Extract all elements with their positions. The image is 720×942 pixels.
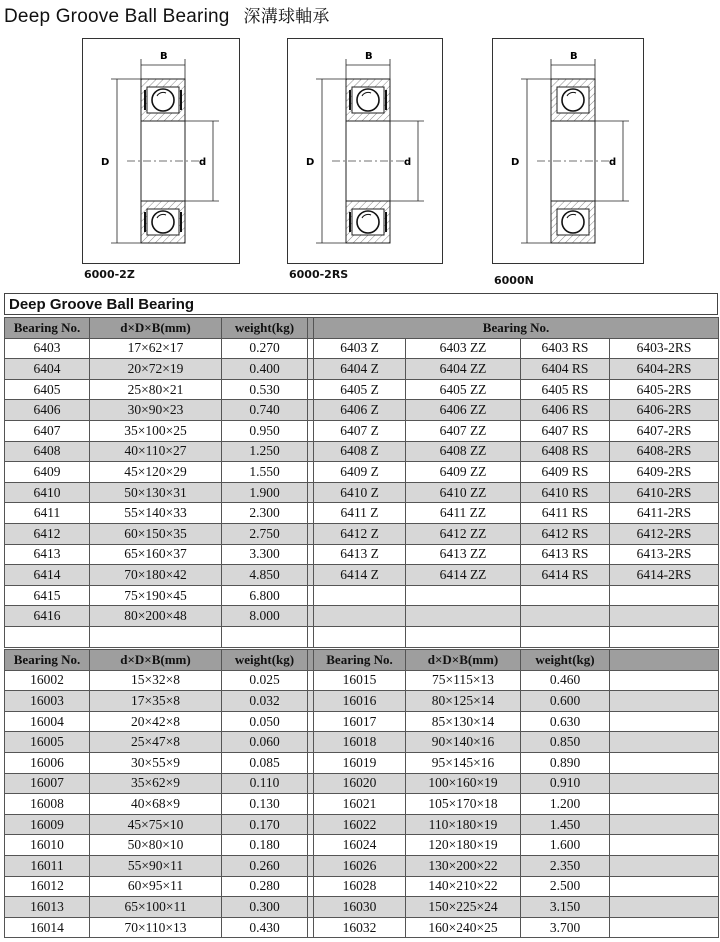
- table-cell: 6411-2RS: [610, 503, 719, 524]
- table-cell: 0.460: [521, 670, 610, 691]
- table-cell: 6404 RS: [521, 359, 610, 380]
- table-cell: 0.630: [521, 711, 610, 732]
- table-cell: 6410-2RS: [610, 482, 719, 503]
- table-cell: 30×90×23: [90, 400, 222, 421]
- table-cell: 6405 Z: [314, 379, 406, 400]
- table-cell: 6403-2RS: [610, 338, 719, 359]
- table-cell: 45×120×29: [90, 462, 222, 483]
- table-cell: 105×170×18: [406, 794, 521, 815]
- table-cell: 16013: [5, 897, 90, 918]
- table-row: [5, 544, 719, 565]
- table-cell: 16019: [314, 752, 406, 773]
- table-empty-cell: [610, 691, 719, 712]
- header-empty: [610, 650, 719, 671]
- header-weight: weight(kg): [521, 650, 610, 671]
- table-row: [5, 855, 719, 876]
- table-cell: 6407 Z: [314, 420, 406, 441]
- table-row: [5, 814, 719, 835]
- bearing-drawing-n: [493, 39, 643, 263]
- table-cell: 70×180×42: [90, 565, 222, 586]
- table-cell: 6405 ZZ: [406, 379, 521, 400]
- table-cell: 16005: [5, 732, 90, 753]
- table-cell: 6408: [5, 441, 90, 462]
- table-cell: 0.025: [222, 670, 308, 691]
- table-cell: 70×110×13: [90, 917, 222, 938]
- table-row: [5, 835, 719, 856]
- table-cell: 6414 ZZ: [406, 565, 521, 586]
- table-cell: 0.032: [222, 691, 308, 712]
- table-cell: 16028: [314, 876, 406, 897]
- table-row: [5, 670, 719, 691]
- table-cell: 16002: [5, 670, 90, 691]
- table-header-row: [5, 650, 719, 671]
- table-cell: 6408-2RS: [610, 441, 719, 462]
- table-cell: 85×130×14: [406, 711, 521, 732]
- table-cell: 16003: [5, 691, 90, 712]
- table-cell: 40×68×9: [90, 794, 222, 815]
- table-cell: 16004: [5, 711, 90, 732]
- table-row: [5, 732, 719, 753]
- table-empty-cell: [610, 732, 719, 753]
- table-cell: 6406 Z: [314, 400, 406, 421]
- table-cell: 8.000: [222, 606, 308, 627]
- table-cell: 75×190×45: [90, 585, 222, 606]
- table-header-row: [5, 318, 719, 339]
- table-row: [5, 359, 719, 380]
- table-cell: [406, 606, 521, 627]
- table-row: [5, 585, 719, 606]
- table-cell: 0.300: [222, 897, 308, 918]
- table-cell: 60×95×11: [90, 876, 222, 897]
- table-cell: 0.530: [222, 379, 308, 400]
- table-cell: 35×62×9: [90, 773, 222, 794]
- table-cell: 0.740: [222, 400, 308, 421]
- header-bearing-no: Bearing No.: [5, 318, 90, 339]
- dim-label-B: B: [570, 51, 578, 62]
- table-cell: 0.400: [222, 359, 308, 380]
- table-cell: [314, 585, 406, 606]
- table-cell: 6411 ZZ: [406, 503, 521, 524]
- table-cell: 0.110: [222, 773, 308, 794]
- table-cell: 1.900: [222, 482, 308, 503]
- table-cell: 6410 Z: [314, 482, 406, 503]
- table-cell: 17×35×8: [90, 691, 222, 712]
- table-cell: 6405 RS: [521, 379, 610, 400]
- title-en: Deep Groove Ball Bearing: [4, 6, 230, 27]
- table-row: [5, 503, 719, 524]
- bearing-table-64: [4, 317, 719, 648]
- table-cell: 6409 ZZ: [406, 462, 521, 483]
- table-cell: 6403: [5, 338, 90, 359]
- table-cell: 6412-2RS: [610, 523, 719, 544]
- table-cell: [521, 606, 610, 627]
- table-cell: [5, 626, 90, 647]
- table-cell: 3.700: [521, 917, 610, 938]
- table-empty-cell: [610, 917, 719, 938]
- table-cell: 25×47×8: [90, 732, 222, 753]
- table-cell: 16020: [314, 773, 406, 794]
- page-title: [4, 2, 330, 28]
- diagram-label-2rs: 6000-2RS: [289, 268, 349, 281]
- table-cell: 16012: [5, 876, 90, 897]
- table-cell: 20×72×19: [90, 359, 222, 380]
- table-cell: [610, 585, 719, 606]
- table-cell: 50×130×31: [90, 482, 222, 503]
- table-cell: 16017: [314, 711, 406, 732]
- table-cell: 16030: [314, 897, 406, 918]
- table-cell: 16018: [314, 732, 406, 753]
- bearing-diagram-2z: [82, 38, 240, 264]
- table-row: [5, 626, 719, 647]
- dim-label-d: d: [609, 157, 617, 168]
- table-cell: 35×100×25: [90, 420, 222, 441]
- table-cell: 1.250: [222, 441, 308, 462]
- table-cell: [406, 585, 521, 606]
- table-empty-cell: [610, 897, 719, 918]
- header-bearing-no: Bearing No.: [5, 650, 90, 671]
- table-cell: 160×240×25: [406, 917, 521, 938]
- table-cell: 0.180: [222, 835, 308, 856]
- table-cell: 0.910: [521, 773, 610, 794]
- table-cell: 6412 ZZ: [406, 523, 521, 544]
- table-cell: 6409: [5, 462, 90, 483]
- table-row: [5, 773, 719, 794]
- table-cell: 140×210×22: [406, 876, 521, 897]
- bearing-drawing-2rs: [288, 39, 442, 263]
- table-cell: 0.430: [222, 917, 308, 938]
- table-cell: 16021: [314, 794, 406, 815]
- table-title: Deep Groove Ball Bearing: [4, 293, 718, 315]
- table-cell: 0.085: [222, 752, 308, 773]
- table-row: [5, 441, 719, 462]
- table-cell: 16006: [5, 752, 90, 773]
- dim-label-B: B: [365, 51, 373, 62]
- table-cell: 60×150×35: [90, 523, 222, 544]
- table-cell: 16009: [5, 814, 90, 835]
- table-cell: 80×200×48: [90, 606, 222, 627]
- table-cell: 6413 RS: [521, 544, 610, 565]
- table-cell: [406, 626, 521, 647]
- table-empty-cell: [610, 711, 719, 732]
- table-cell: 6404-2RS: [610, 359, 719, 380]
- table-cell: 0.600: [521, 691, 610, 712]
- table-empty-cell: [610, 670, 719, 691]
- table-cell: 2.500: [521, 876, 610, 897]
- table-cell: 16022: [314, 814, 406, 835]
- table-cell: 15×32×8: [90, 670, 222, 691]
- header-dimensions: d×D×B(mm): [406, 650, 521, 671]
- table-cell: 6414 RS: [521, 565, 610, 586]
- table-cell: 6414-2RS: [610, 565, 719, 586]
- table-cell: 16008: [5, 794, 90, 815]
- table-row: [5, 482, 719, 503]
- table-cell: 65×160×37: [90, 544, 222, 565]
- table-cell: 16007: [5, 773, 90, 794]
- table-cell: 0.270: [222, 338, 308, 359]
- table-cell: [222, 626, 308, 647]
- table-cell: 45×75×10: [90, 814, 222, 835]
- table-cell: 100×160×19: [406, 773, 521, 794]
- table-cell: 16014: [5, 917, 90, 938]
- table-cell: 16032: [314, 917, 406, 938]
- table-cell: 3.150: [521, 897, 610, 918]
- table-cell: 55×90×11: [90, 855, 222, 876]
- table-cell: 6411: [5, 503, 90, 524]
- table-cell: 6408 Z: [314, 441, 406, 462]
- table-cell: 6412 Z: [314, 523, 406, 544]
- table-cell: 0.890: [521, 752, 610, 773]
- table-cell: 6407: [5, 420, 90, 441]
- table-cell: 6409 RS: [521, 462, 610, 483]
- table-empty-cell: [610, 835, 719, 856]
- table-row: [5, 462, 719, 483]
- table-cell: 80×125×14: [406, 691, 521, 712]
- table-empty-cell: [610, 773, 719, 794]
- table-cell: 6412: [5, 523, 90, 544]
- bearing-diagram-n: [492, 38, 644, 264]
- table-cell: 0.130: [222, 794, 308, 815]
- table-empty-cell: [610, 814, 719, 835]
- table-cell: 0.850: [521, 732, 610, 753]
- table-cell: 2.350: [521, 855, 610, 876]
- table-cell: 6410 ZZ: [406, 482, 521, 503]
- table-row: [5, 400, 719, 421]
- table-empty-cell: [610, 794, 719, 815]
- table-cell: 6408 RS: [521, 441, 610, 462]
- bearing-drawing-2z: [83, 39, 239, 263]
- diagram-label-2z: 6000-2Z: [84, 268, 135, 281]
- table-row: [5, 752, 719, 773]
- table-cell: 55×140×33: [90, 503, 222, 524]
- table-row: [5, 917, 719, 938]
- table-row: [5, 338, 719, 359]
- dim-label-B: B: [160, 51, 168, 62]
- table-cell: 6404 Z: [314, 359, 406, 380]
- table-cell: 75×115×13: [406, 670, 521, 691]
- table-cell: 3.300: [222, 544, 308, 565]
- table-cell: 1.450: [521, 814, 610, 835]
- table-cell: 6406: [5, 400, 90, 421]
- table-cell: 6408 ZZ: [406, 441, 521, 462]
- table-cell: 6403 ZZ: [406, 338, 521, 359]
- table-cell: 16010: [5, 835, 90, 856]
- table-cell: 6404: [5, 359, 90, 380]
- table-cell: 6409-2RS: [610, 462, 719, 483]
- table-cell: 120×180×19: [406, 835, 521, 856]
- table-cell: 6414 Z: [314, 565, 406, 586]
- table-row: [5, 379, 719, 400]
- dim-label-D: D: [511, 157, 520, 168]
- table-cell: 16026: [314, 855, 406, 876]
- diagram-label-n: 6000N: [494, 274, 534, 287]
- table-cell: 6407 ZZ: [406, 420, 521, 441]
- table-cell: 6412 RS: [521, 523, 610, 544]
- table-cell: 16011: [5, 855, 90, 876]
- table-row: [5, 420, 719, 441]
- header-weight: weight(kg): [222, 650, 308, 671]
- table-row: [5, 523, 719, 544]
- table-cell: 2.300: [222, 503, 308, 524]
- table-cell: 6413 ZZ: [406, 544, 521, 565]
- table-row: [5, 711, 719, 732]
- table-cell: 6410 RS: [521, 482, 610, 503]
- table-cell: 6403 Z: [314, 338, 406, 359]
- table-empty-cell: [610, 855, 719, 876]
- table-cell: 2.750: [222, 523, 308, 544]
- header-bearing-variants: Bearing No.: [314, 318, 719, 339]
- table-cell: 40×110×27: [90, 441, 222, 462]
- table-cell: 6416: [5, 606, 90, 627]
- dim-label-D: D: [101, 157, 110, 168]
- table-cell: [521, 585, 610, 606]
- table-cell: 0.170: [222, 814, 308, 835]
- table-cell: 6414: [5, 565, 90, 586]
- dim-label-D: D: [306, 157, 315, 168]
- table-cell: 16015: [314, 670, 406, 691]
- table-cell: 6406 ZZ: [406, 400, 521, 421]
- table-cell: 0.060: [222, 732, 308, 753]
- table-row: [5, 606, 719, 627]
- table-cell: 0.050: [222, 711, 308, 732]
- table-empty-cell: [610, 752, 719, 773]
- table-cell: 1.550: [222, 462, 308, 483]
- table-cell: 1.600: [521, 835, 610, 856]
- table-cell: 6413 Z: [314, 544, 406, 565]
- table-cell: 6411 Z: [314, 503, 406, 524]
- table-cell: [90, 626, 222, 647]
- table-cell: 6415: [5, 585, 90, 606]
- table-cell: 6413: [5, 544, 90, 565]
- table-row: [5, 897, 719, 918]
- table-cell: 17×62×17: [90, 338, 222, 359]
- table-cell: [610, 606, 719, 627]
- table-cell: 130×200×22: [406, 855, 521, 876]
- table-cell: 6410: [5, 482, 90, 503]
- header-bearing-no: Bearing No.: [314, 650, 406, 671]
- table-cell: [314, 606, 406, 627]
- table-cell: 6405-2RS: [610, 379, 719, 400]
- table-cell: 0.950: [222, 420, 308, 441]
- table-cell: 90×140×16: [406, 732, 521, 753]
- table-cell: 20×42×8: [90, 711, 222, 732]
- table-cell: 6407-2RS: [610, 420, 719, 441]
- header-dimensions: d×D×B(mm): [90, 318, 222, 339]
- table-cell: 6411 RS: [521, 503, 610, 524]
- header-weight: weight(kg): [222, 318, 308, 339]
- table-cell: 1.200: [521, 794, 610, 815]
- header-dimensions: d×D×B(mm): [90, 650, 222, 671]
- dim-label-d: d: [199, 157, 207, 168]
- bearing-diagram-2rs: [287, 38, 443, 264]
- table-cell: 6404 ZZ: [406, 359, 521, 380]
- table-cell: 0.260: [222, 855, 308, 876]
- table-cell: 6.800: [222, 585, 308, 606]
- table-empty-cell: [610, 876, 719, 897]
- table-cell: 110×180×19: [406, 814, 521, 835]
- table-cell: [610, 626, 719, 647]
- bearing-table-160: [4, 649, 719, 938]
- table-cell: [314, 626, 406, 647]
- dim-label-d: d: [404, 157, 412, 168]
- table-row: [5, 794, 719, 815]
- table-cell: 6407 RS: [521, 420, 610, 441]
- table-cell: 0.280: [222, 876, 308, 897]
- table-cell: 30×55×9: [90, 752, 222, 773]
- table-cell: 6405: [5, 379, 90, 400]
- table-row: [5, 691, 719, 712]
- table-cell: 95×145×16: [406, 752, 521, 773]
- table-cell: 50×80×10: [90, 835, 222, 856]
- table-cell: 16024: [314, 835, 406, 856]
- table-cell: 6406 RS: [521, 400, 610, 421]
- table-cell: 150×225×24: [406, 897, 521, 918]
- table-cell: 6413-2RS: [610, 544, 719, 565]
- table-row: [5, 876, 719, 897]
- table-cell: 4.850: [222, 565, 308, 586]
- table-cell: 25×80×21: [90, 379, 222, 400]
- table-cell: 16016: [314, 691, 406, 712]
- table-cell: 6403 RS: [521, 338, 610, 359]
- table-cell: 6409 Z: [314, 462, 406, 483]
- title-cn: 深溝球軸承: [243, 7, 330, 27]
- table-row: [5, 565, 719, 586]
- table-cell: 6406-2RS: [610, 400, 719, 421]
- table-cell: [521, 626, 610, 647]
- table-cell: 65×100×11: [90, 897, 222, 918]
